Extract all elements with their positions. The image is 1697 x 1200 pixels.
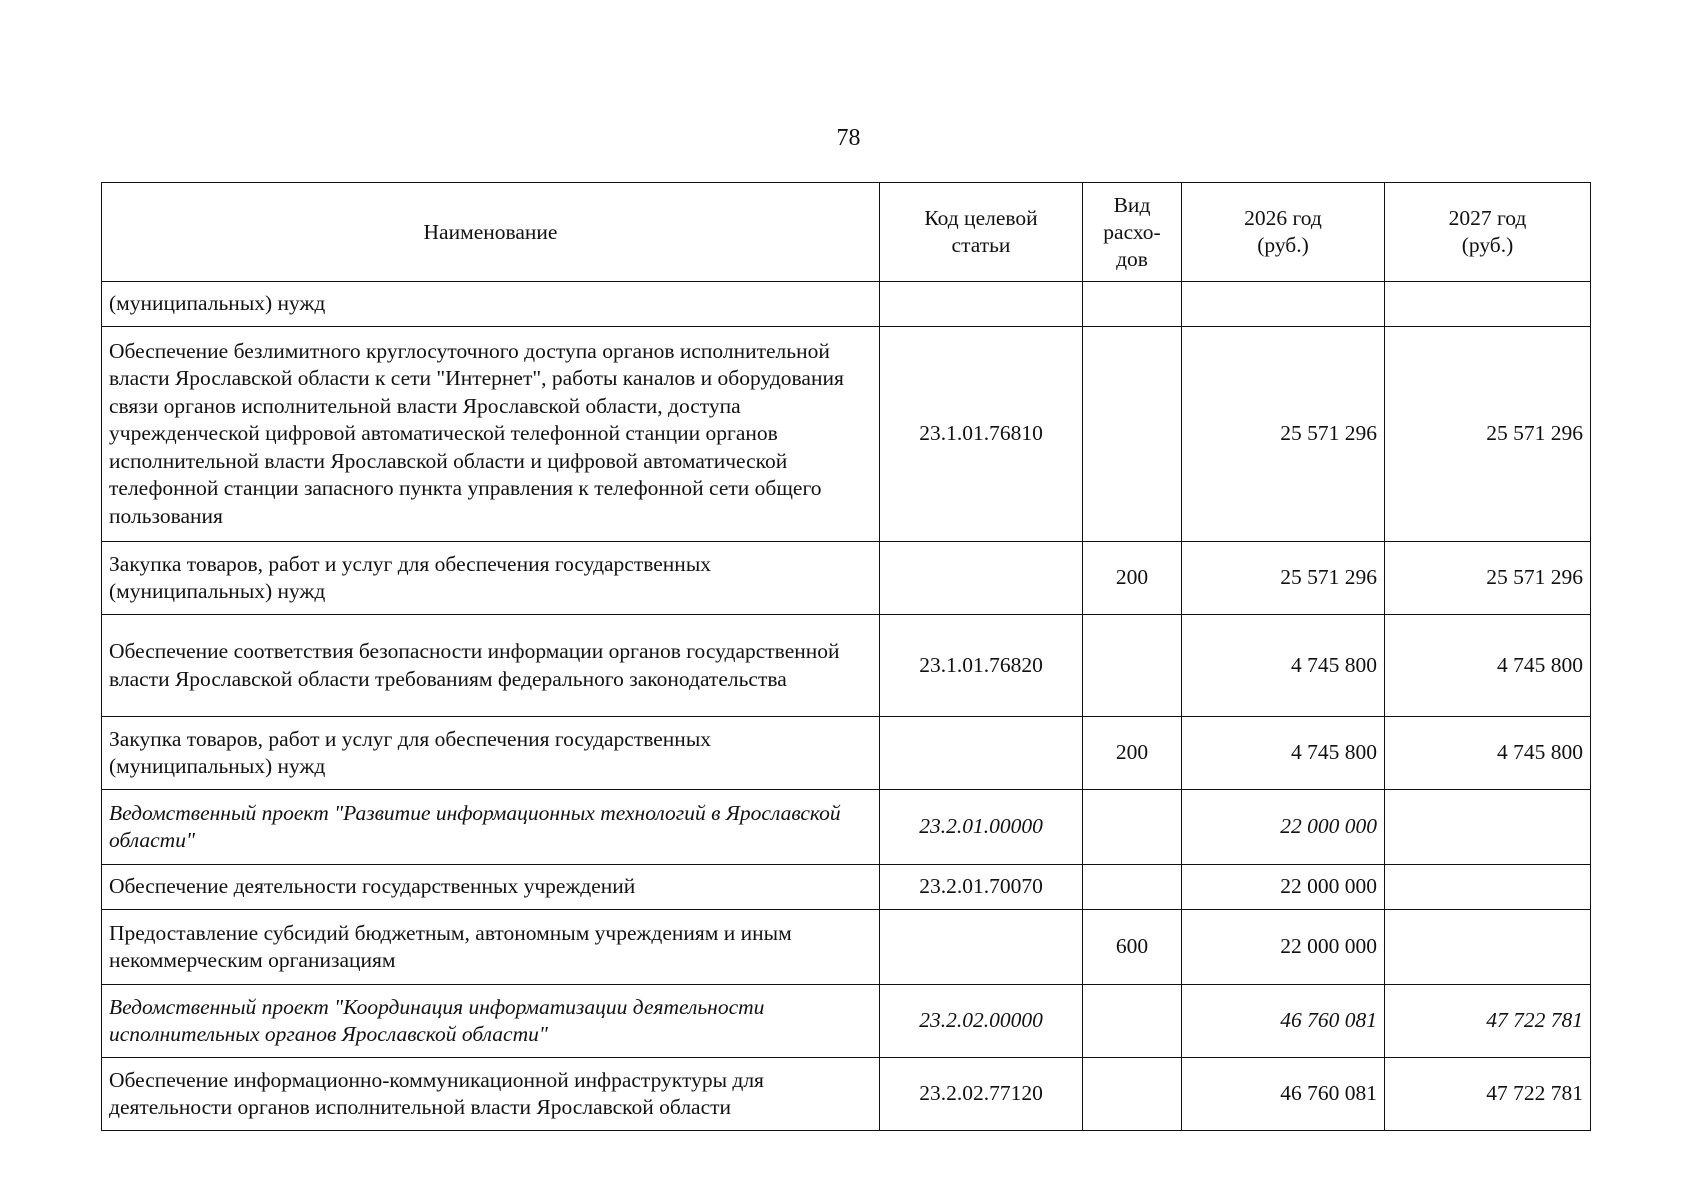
row-amount-2027 [1385, 910, 1591, 985]
row-amount-2026 [1182, 282, 1385, 327]
row-code: 23.1.01.76820 [880, 615, 1083, 717]
row-name: Ведомственный проект "Развитие информационных технологий в Ярославской области" [102, 790, 880, 865]
header-year-2026 [1182, 183, 1385, 282]
table-header [102, 183, 1591, 282]
row-expense-type [1083, 1058, 1182, 1131]
header-year-2027 [1385, 183, 1591, 282]
table-body [102, 282, 1591, 1131]
table-row [102, 865, 1591, 910]
row-amount-2027: 25 571 296 [1385, 542, 1591, 615]
row-name: Предоставление субсидий бюджетным, автономным учреждениям и иным некоммерческим организациям [102, 910, 880, 985]
row-amount-2027 [1385, 865, 1591, 910]
row-code [880, 717, 1083, 790]
table-row [102, 1058, 1591, 1131]
table-row [102, 615, 1591, 717]
page-number: 78 [836, 125, 861, 151]
row-code: 23.2.01.70070 [880, 865, 1083, 910]
budget-table [101, 182, 1591, 1131]
header-year-2026-label: 2026 год (руб.) [1244, 206, 1322, 257]
row-expense-type [1083, 282, 1182, 327]
row-expense-type [1083, 985, 1182, 1058]
header-code [880, 183, 1083, 282]
header-expense-type [1083, 183, 1182, 282]
header-year-2027-label: 2027 год (руб.) [1448, 206, 1527, 257]
row-code: 23.2.02.00000 [880, 985, 1083, 1058]
row-name: Обеспечение соответствия безопасности информации органов государственной власти Ярославской области требованиям федерального законодательства [102, 615, 880, 717]
row-amount-2027: 47 722 781 [1385, 985, 1591, 1058]
row-code: 23.2.02.77120 [880, 1058, 1083, 1131]
table-row [102, 985, 1591, 1058]
row-amount-2026: 22 000 000 [1182, 910, 1385, 985]
table-row [102, 282, 1591, 327]
row-amount-2026: 22 000 000 [1182, 790, 1385, 865]
row-name: (муниципальных) нужд [102, 282, 880, 327]
row-name: Обеспечение деятельности государственных учреждений [102, 865, 880, 910]
table-row [102, 542, 1591, 615]
row-amount-2027: 47 722 781 [1385, 1058, 1591, 1131]
row-amount-2026: 25 571 296 [1182, 327, 1385, 542]
row-amount-2027 [1385, 282, 1591, 327]
row-code [880, 282, 1083, 327]
row-name: Ведомственный проект "Координация информатизации деятельности исполнительных органов Ярославской области" [102, 985, 880, 1058]
row-amount-2026: 4 745 800 [1182, 615, 1385, 717]
row-expense-type: 200 [1083, 542, 1182, 615]
header-code-label: Код целевой статьи [924, 206, 1038, 257]
row-expense-type: 200 [1083, 717, 1182, 790]
table-row [102, 327, 1591, 542]
row-amount-2026: 46 760 081 [1182, 985, 1385, 1058]
row-name: Закупка товаров, работ и услуг для обеспечения государственных (муниципальных) нужд [102, 542, 880, 615]
row-amount-2026: 46 760 081 [1182, 1058, 1385, 1131]
header-expense-type-label: Вид расхо-дов [1103, 192, 1161, 271]
row-amount-2026: 22 000 000 [1182, 865, 1385, 910]
header-row [102, 183, 1591, 282]
table-row [102, 910, 1591, 985]
row-amount-2027 [1385, 790, 1591, 865]
row-name: Обеспечение безлимитного круглосуточного доступа органов исполнительной власти Ярославской области к сети "Интернет", работы каналов и оборудования связи органов исполнительной власти Ярославской области, доступа учрежденческой цифровой автоматической телефонной станции органов исполнительной власти Ярославской области и цифровой автоматической телефонной станции запасного пункта управления к телефонной сети общего пользования [102, 327, 880, 542]
row-code [880, 910, 1083, 985]
row-expense-type [1083, 615, 1182, 717]
row-expense-type [1083, 790, 1182, 865]
row-expense-type: 600 [1083, 910, 1182, 985]
table-row [102, 790, 1591, 865]
row-expense-type [1083, 865, 1182, 910]
row-name: Закупка товаров, работ и услуг для обеспечения государственных (муниципальных) нужд [102, 717, 880, 790]
row-amount-2027: 25 571 296 [1385, 327, 1591, 542]
row-amount-2027: 4 745 800 [1385, 615, 1591, 717]
row-amount-2027: 4 745 800 [1385, 717, 1591, 790]
row-name: Обеспечение информационно-коммуникационной инфраструктуры для деятельности органов исполнительной власти Ярославской области [102, 1058, 880, 1131]
row-amount-2026: 25 571 296 [1182, 542, 1385, 615]
table-row [102, 717, 1591, 790]
row-code [880, 542, 1083, 615]
row-code: 23.2.01.00000 [880, 790, 1083, 865]
row-expense-type [1083, 327, 1182, 542]
row-amount-2026: 4 745 800 [1182, 717, 1385, 790]
row-code: 23.1.01.76810 [880, 327, 1083, 542]
header-name: Наименование [102, 183, 880, 282]
